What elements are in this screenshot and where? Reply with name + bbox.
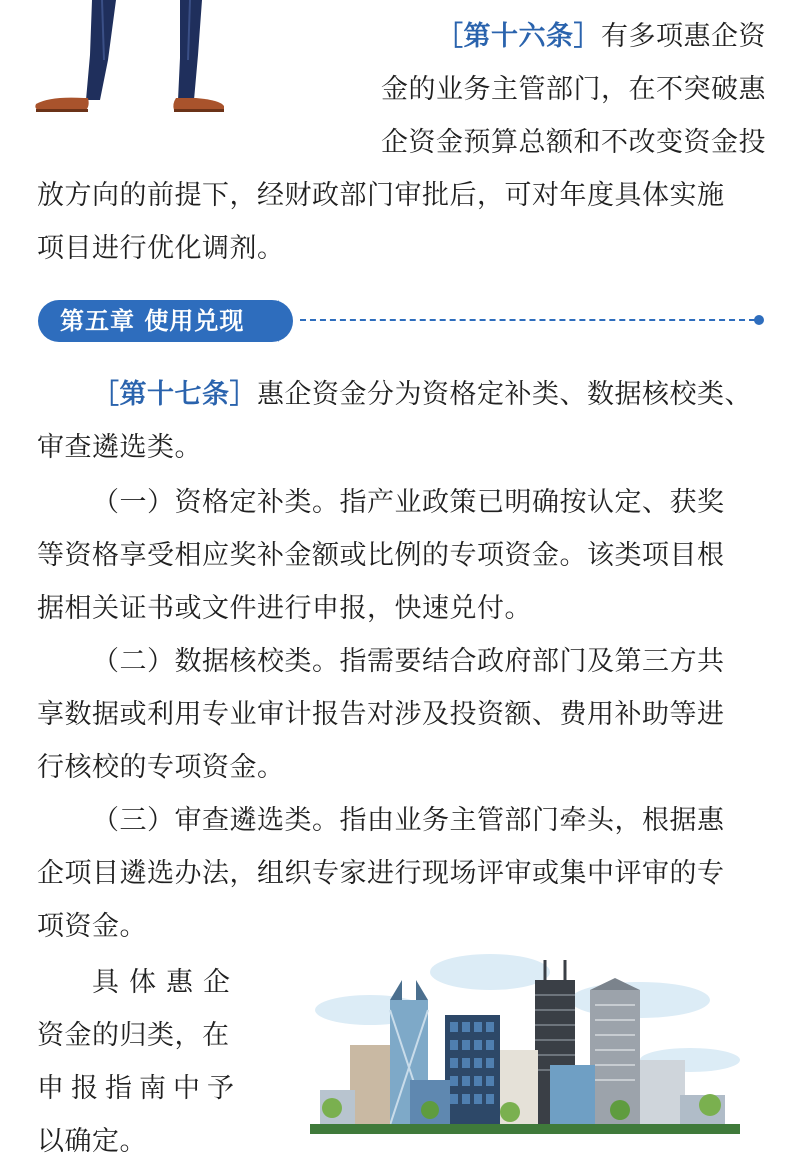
article17-line1-text: 惠企资金分为资格定补类、数据核校类、: [257, 379, 752, 410]
article17-line1: [92, 368, 782, 421]
article16-line1-text: 有多项惠企资: [601, 21, 766, 52]
item3-line1: （三）审查遴选类。指由业务主管部门牵头，根据惠: [92, 805, 725, 836]
item1-line1: （一）资格定补类。指产业政策已明确按认定、获奖: [92, 487, 725, 518]
item1-line3: 据相关证书或文件进行申报，快速兑付。: [37, 593, 532, 624]
closing-line1: 具体惠企: [92, 967, 240, 998]
item2-line1: （二）数据核校类。指需要结合政府部门及第三方共: [92, 646, 725, 677]
chapter-divider-line: [300, 319, 755, 321]
article16-line4: 放方向的前提下，经财政部门审批后，可对年度具体实施: [37, 180, 725, 211]
article16-line5: 项目进行优化调剂。: [37, 233, 285, 264]
city-skyline-illustration: [310, 950, 740, 1140]
item3-line3: 项资金。: [37, 911, 147, 942]
closing-line3: 申报指南中予: [37, 1073, 241, 1104]
article16-line2: 金的业务主管部门，在不突破惠: [381, 74, 766, 105]
article16-tag: ［第十六条］: [436, 21, 601, 52]
divider-end-dot: [754, 315, 764, 325]
item3-line2: 企项目遴选办法，组织专家进行现场评审或集中评审的专: [37, 858, 725, 889]
chapter-heading: [38, 300, 293, 342]
item1-line2: 等资格享受相应奖补金额或比例的专项资金。该类项目根: [37, 540, 725, 571]
item2-line3: 行核校的专项资金。: [37, 752, 285, 783]
person-legs-illustration: [30, 0, 230, 118]
article17-tag: ［第十七条］: [92, 379, 257, 410]
chapter-arrow-tail: [278, 300, 292, 342]
article16-line1: [300, 10, 766, 63]
closing-line4: 以确定。: [37, 1126, 147, 1157]
item2-line2: 享数据或利用专业审计报告对涉及投资额、费用补助等进: [37, 699, 725, 730]
article17-line2: 审查遴选类。: [37, 432, 202, 463]
chapter-label: 第五章 使用兑现: [60, 307, 245, 335]
article16-line3: 企资金预算总额和不改变资金投: [381, 127, 766, 158]
closing-line2: 资金的归类，在: [37, 1020, 230, 1051]
